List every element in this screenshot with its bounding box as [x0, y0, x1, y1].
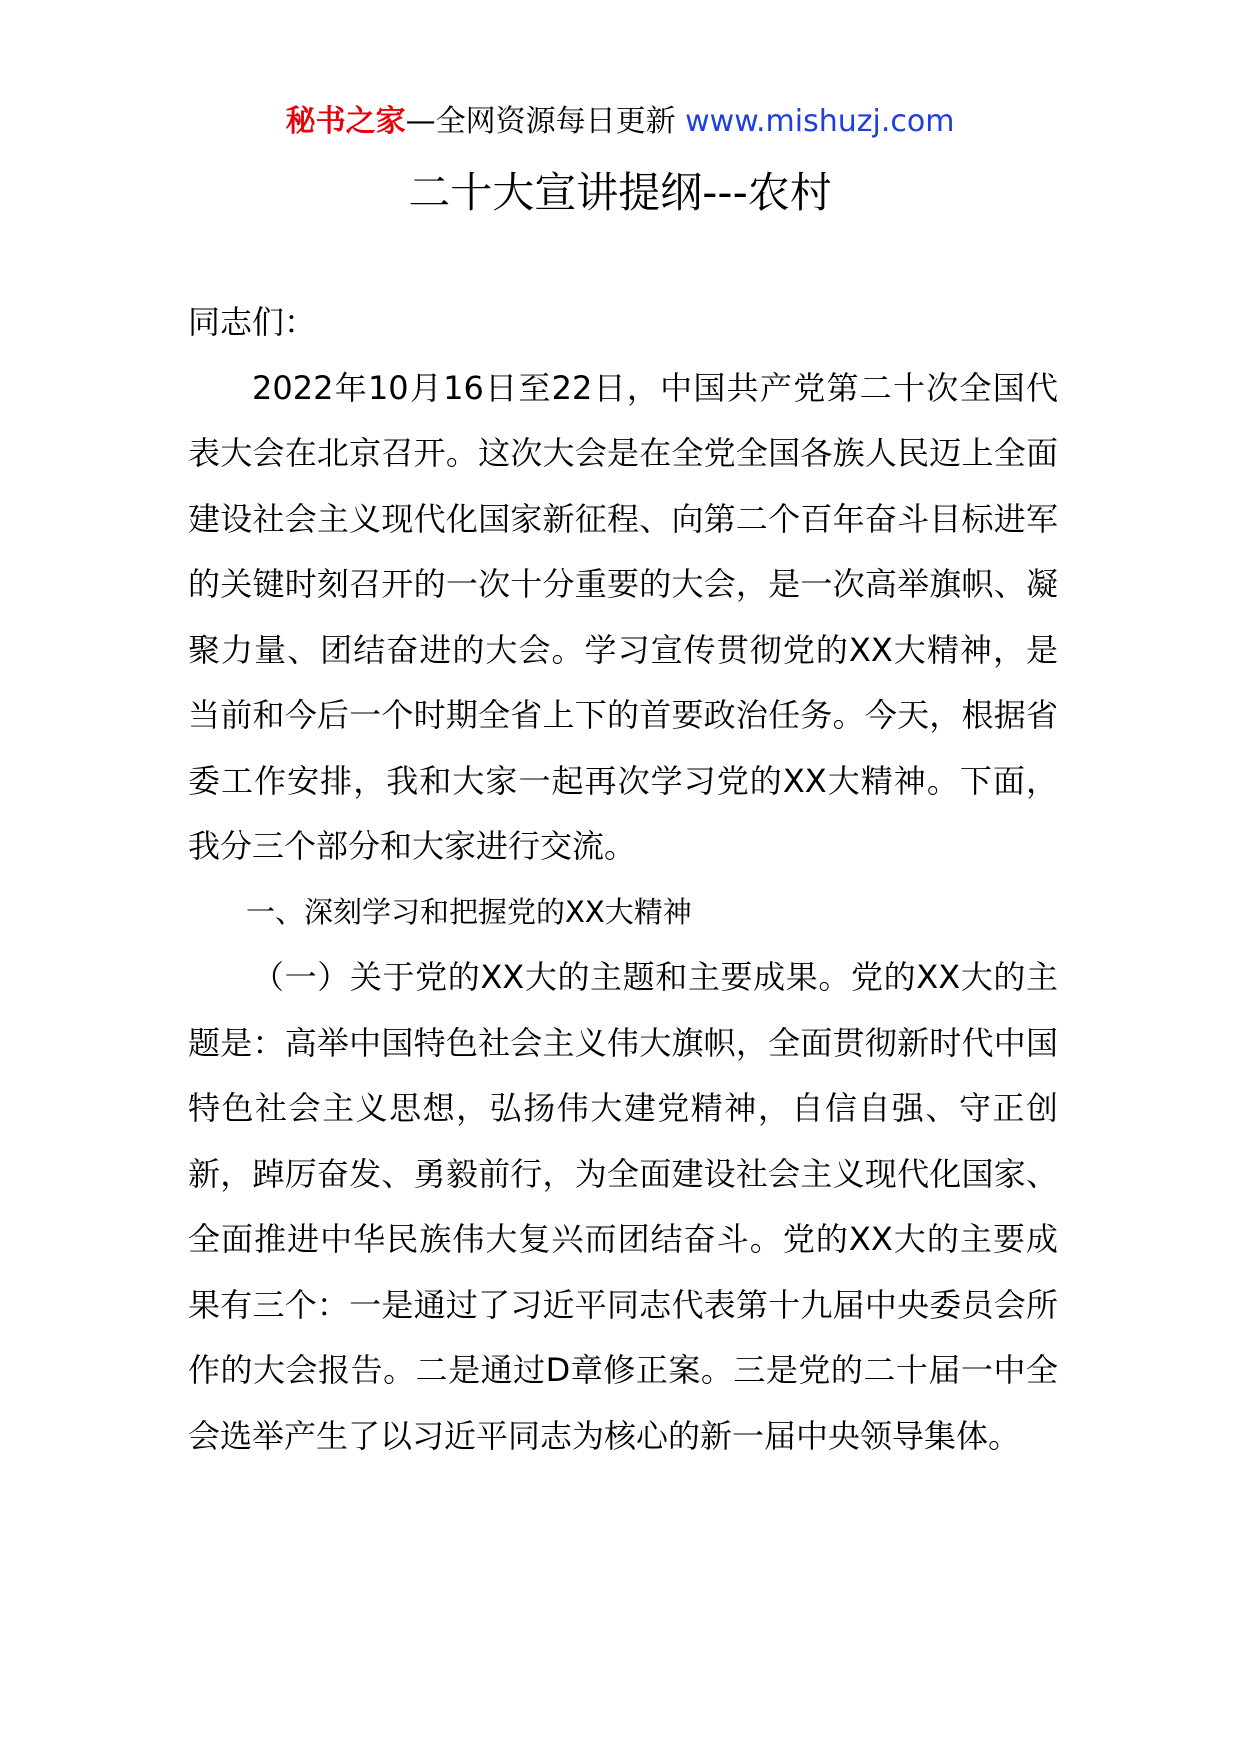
site-header — [0, 100, 1240, 144]
intro-paragraph: 2022年10月16日至22日，中国共产党第二十次全国代表大会在北京召开。这次大会是在全党全国各族人民迈上全面建设社会主义现代化国家新征程、向第二个百年奋斗目标进军的关键时刻召开的一次十分重要的大会，是一次高举旗帜、凝聚力量、团结奋进的大会。学习宣传贯彻党的XX大精神，是当前和今后一个时期全省上下的首要政治任务。今天，根据省委工作安排，我和大家一起再次学习党的XX大精神。下面，我分三个部分和大家进行交流。 — [188, 368, 1058, 865]
section-1-paragraph: （一）关于党的XX大的主题和主要成果。党的XX大的主题是：高举中国特色社会主义伟大旗帜，全面贯彻新时代中国特色社会主义思想，弘扬伟大建党精神，自信自强、守正创新，踔厉奋发、勇毅前行，为全面建设社会主义现代化国家、全面推进中华民族伟大复兴而团结奋斗。党的XX大的主要成果有三个：一是通过了习近平同志代表第十九届中央委员会所作的大会报告。二是通过D章修正案。三是党的二十届一中全会选举产生了以习近平同志为核心的新一届中央领导集体。 — [188, 958, 1058, 1455]
salutation: 同志们： — [188, 303, 317, 341]
brand-name: 秘书之家 — [285, 104, 406, 139]
header-slogan: —全网资源每日更新 — [405, 104, 686, 139]
document-title: 二十大宣讲提纲---农村 — [408, 168, 832, 217]
site-url-link[interactable]: www.mishuzj.com — [685, 104, 955, 139]
section-heading-1: 一、深刻学习和把握党的XX大精神 — [246, 894, 692, 929]
document-body — [188, 290, 1058, 1469]
